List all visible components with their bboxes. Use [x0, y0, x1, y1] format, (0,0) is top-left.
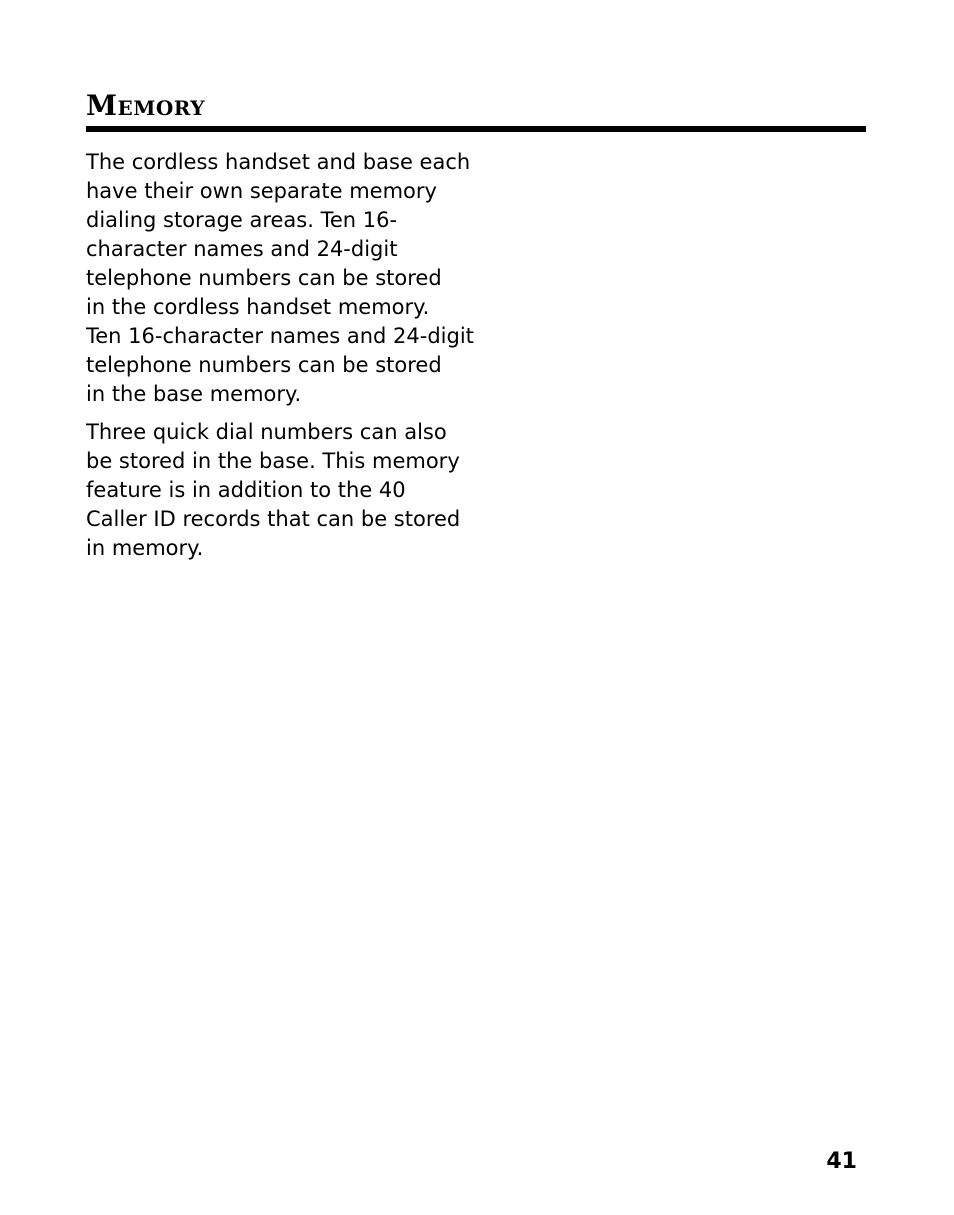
text-line: Ten 16-character names and 24-digit [86, 324, 474, 348]
text-line: telephone numbers can be stored [86, 266, 442, 290]
text-line: in the base memory. [86, 382, 302, 406]
page-number: 41 [826, 1149, 857, 1174]
title-rule [86, 126, 866, 132]
text-line: Caller ID records that can be stored [86, 507, 461, 531]
body-text [86, 148, 474, 572]
text-line: feature is in addition to the 40 [86, 478, 406, 502]
text-line: dialing storage areas. Ten 16- [86, 208, 398, 232]
text-line: have their own separate memory [86, 179, 437, 203]
text-line: in memory. [86, 536, 204, 560]
text-line: The cordless handset and base each [86, 150, 471, 174]
text-line: Three quick dial numbers can also [86, 420, 447, 444]
text-line: character names and 24-digit [86, 237, 398, 261]
text-line: be stored in the base. This memory [86, 449, 460, 473]
text-line: telephone numbers can be stored [86, 353, 442, 377]
paragraph-quick-dial [86, 418, 468, 563]
page-title: Memory [86, 89, 206, 122]
text-line: in the cordless handset memory. [86, 295, 430, 319]
paragraph-memory-storage [86, 148, 474, 409]
